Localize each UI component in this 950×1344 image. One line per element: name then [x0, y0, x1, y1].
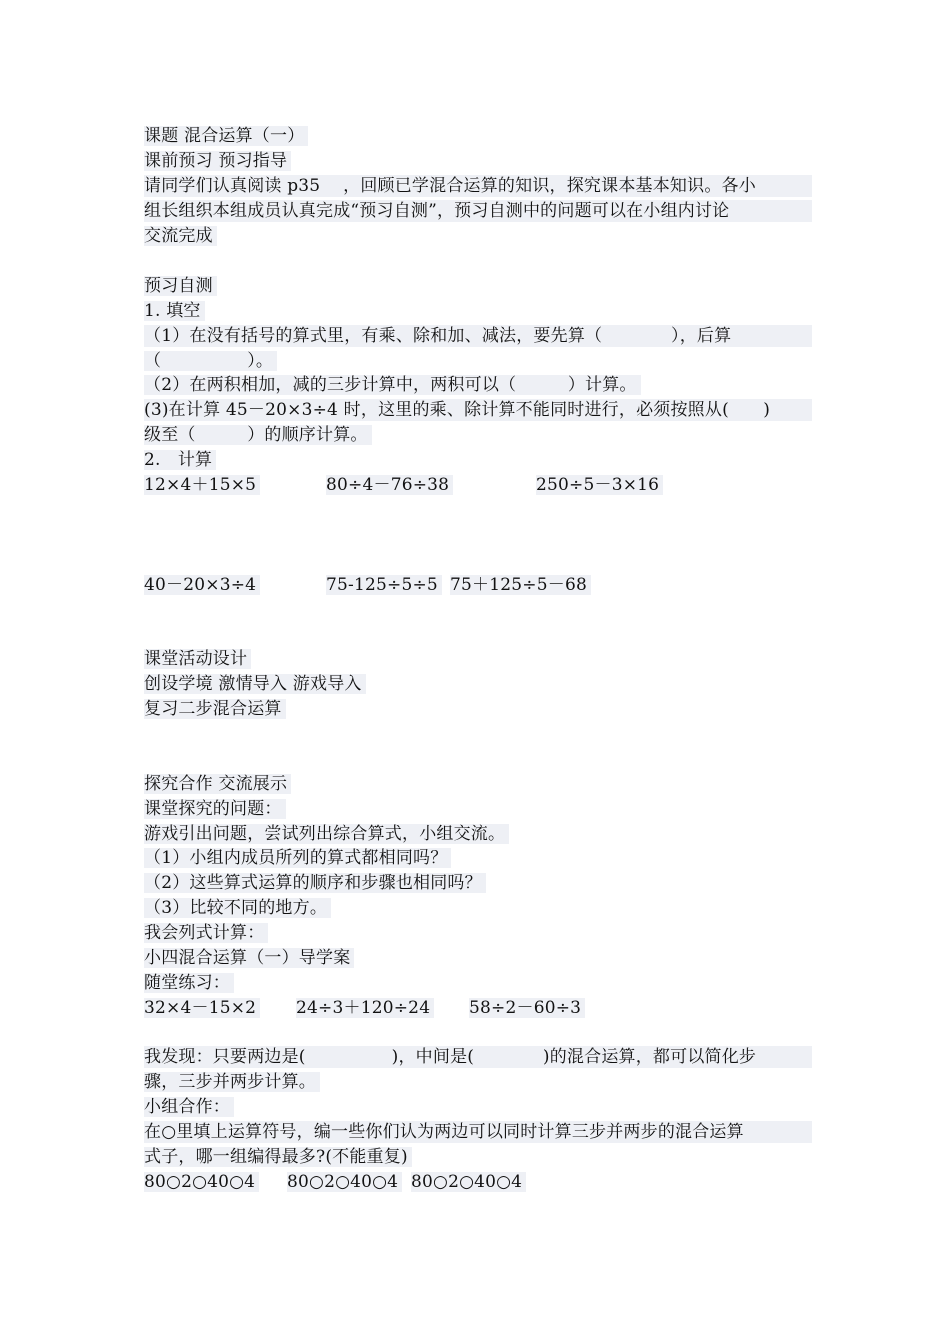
preview-text-line-1: 请同学们认真阅读 p35 ，回顾已学混合运算的知识，探究课本基本知识。各小: [144, 175, 812, 197]
q1-item-1-line-2: （ ）。: [144, 350, 277, 372]
group-row: [411, 1171, 526, 1193]
preview-text-line-2: 组长组织本组成员认真完成“预习自测”，预习自测中的问题可以在小组内讨论: [144, 200, 812, 222]
preview-text-line-3: 交流完成: [144, 225, 217, 247]
group-row: [287, 1171, 402, 1193]
group-text-line-2: 式子，哪一组编得最多?(不能重复): [144, 1146, 412, 1168]
q1-heading: 1. 填空: [144, 300, 205, 322]
group-expression: 80○2○40○4: [287, 1172, 402, 1192]
q1-item-3-line-2: 级至（ ）的顺序计算。: [144, 424, 372, 446]
calc-expression: 40－20×3÷4: [144, 575, 260, 595]
explore-item-3: （3）比较不同的地方。: [144, 897, 331, 919]
calc-row-1: [144, 474, 260, 496]
practice-expression: 58÷2－60÷3: [469, 998, 585, 1018]
selftest-heading: 预习自测: [144, 275, 217, 297]
group-row: [144, 1171, 259, 1193]
explore-game: 游戏引出问题，尝试列出综合算式，小组交流。: [144, 823, 509, 845]
class-review: 复习二步混合运算: [144, 698, 286, 720]
calc-row-2: [326, 574, 442, 596]
calc-expression: 80÷4－76÷38: [326, 475, 453, 495]
practice-heading: 随堂练习：: [144, 972, 234, 994]
q2-heading: 2. 计算: [144, 449, 216, 471]
lesson-title: 课题 混合运算（一）: [144, 125, 308, 147]
practice-expression: 32×4－15×2: [144, 998, 260, 1018]
calc-expression: 75-125÷5÷5: [326, 575, 442, 595]
group-text-line-1: 在○里填上运算符号，编一些你们认为两边可以同时计算三步并两步的混合运算: [144, 1121, 812, 1143]
group-expression: 80○2○40○4: [411, 1172, 526, 1192]
practice-expression: 24÷3＋120÷24: [296, 998, 434, 1018]
discover-line-2: 骤，三步并两步计算。: [144, 1071, 320, 1093]
practice-row: [144, 997, 260, 1019]
group-expression: 80○2○40○4: [144, 1172, 259, 1192]
q1-item-3-line-1: (3)在计算 45－20×3÷4 时，这里的乘、除计算不能同时进行，必须按照从( ): [144, 399, 812, 421]
list-calc-heading: 我会列式计算：: [144, 922, 268, 944]
calc-row-1: [536, 474, 663, 496]
explore-item-1: （1）小组内成员所列的算式都相同吗？: [144, 847, 451, 869]
calc-row-1: [326, 474, 453, 496]
footer-title: 小四混合运算（一）导学案: [144, 947, 354, 969]
preview-heading: 课前预习 预习指导: [144, 150, 291, 172]
class-heading: 课堂活动设计: [144, 648, 251, 670]
explore-question: 课堂探究的问题：: [144, 798, 286, 820]
calc-row-2: [144, 574, 260, 596]
calc-expression: 75＋125÷5－68: [450, 575, 591, 595]
calc-expression: 250÷5－3×16: [536, 475, 663, 495]
class-intro: 创设学境 激情导入 游戏导入: [144, 673, 366, 695]
calc-expression: 12×4＋15×5: [144, 475, 260, 495]
q1-item-1-line-1: （1）在没有括号的算式里，有乘、除和加、减法，要先算（ ），后算: [144, 325, 812, 347]
group-heading: 小组合作：: [144, 1096, 234, 1118]
discover-line-1: 我发现：只要两边是( )，中间是( )的混合运算，都可以简化步: [144, 1046, 812, 1068]
explore-heading: 探究合作 交流展示: [144, 773, 291, 795]
calc-row-2: [450, 574, 591, 596]
explore-item-2: （2）这些算式运算的顺序和步骤也相同吗？: [144, 872, 486, 894]
q1-item-2: （2）在两积相加，减的三步计算中，两积可以（ ）计算。: [144, 374, 641, 396]
practice-row: [296, 997, 434, 1019]
practice-row: [469, 997, 585, 1019]
